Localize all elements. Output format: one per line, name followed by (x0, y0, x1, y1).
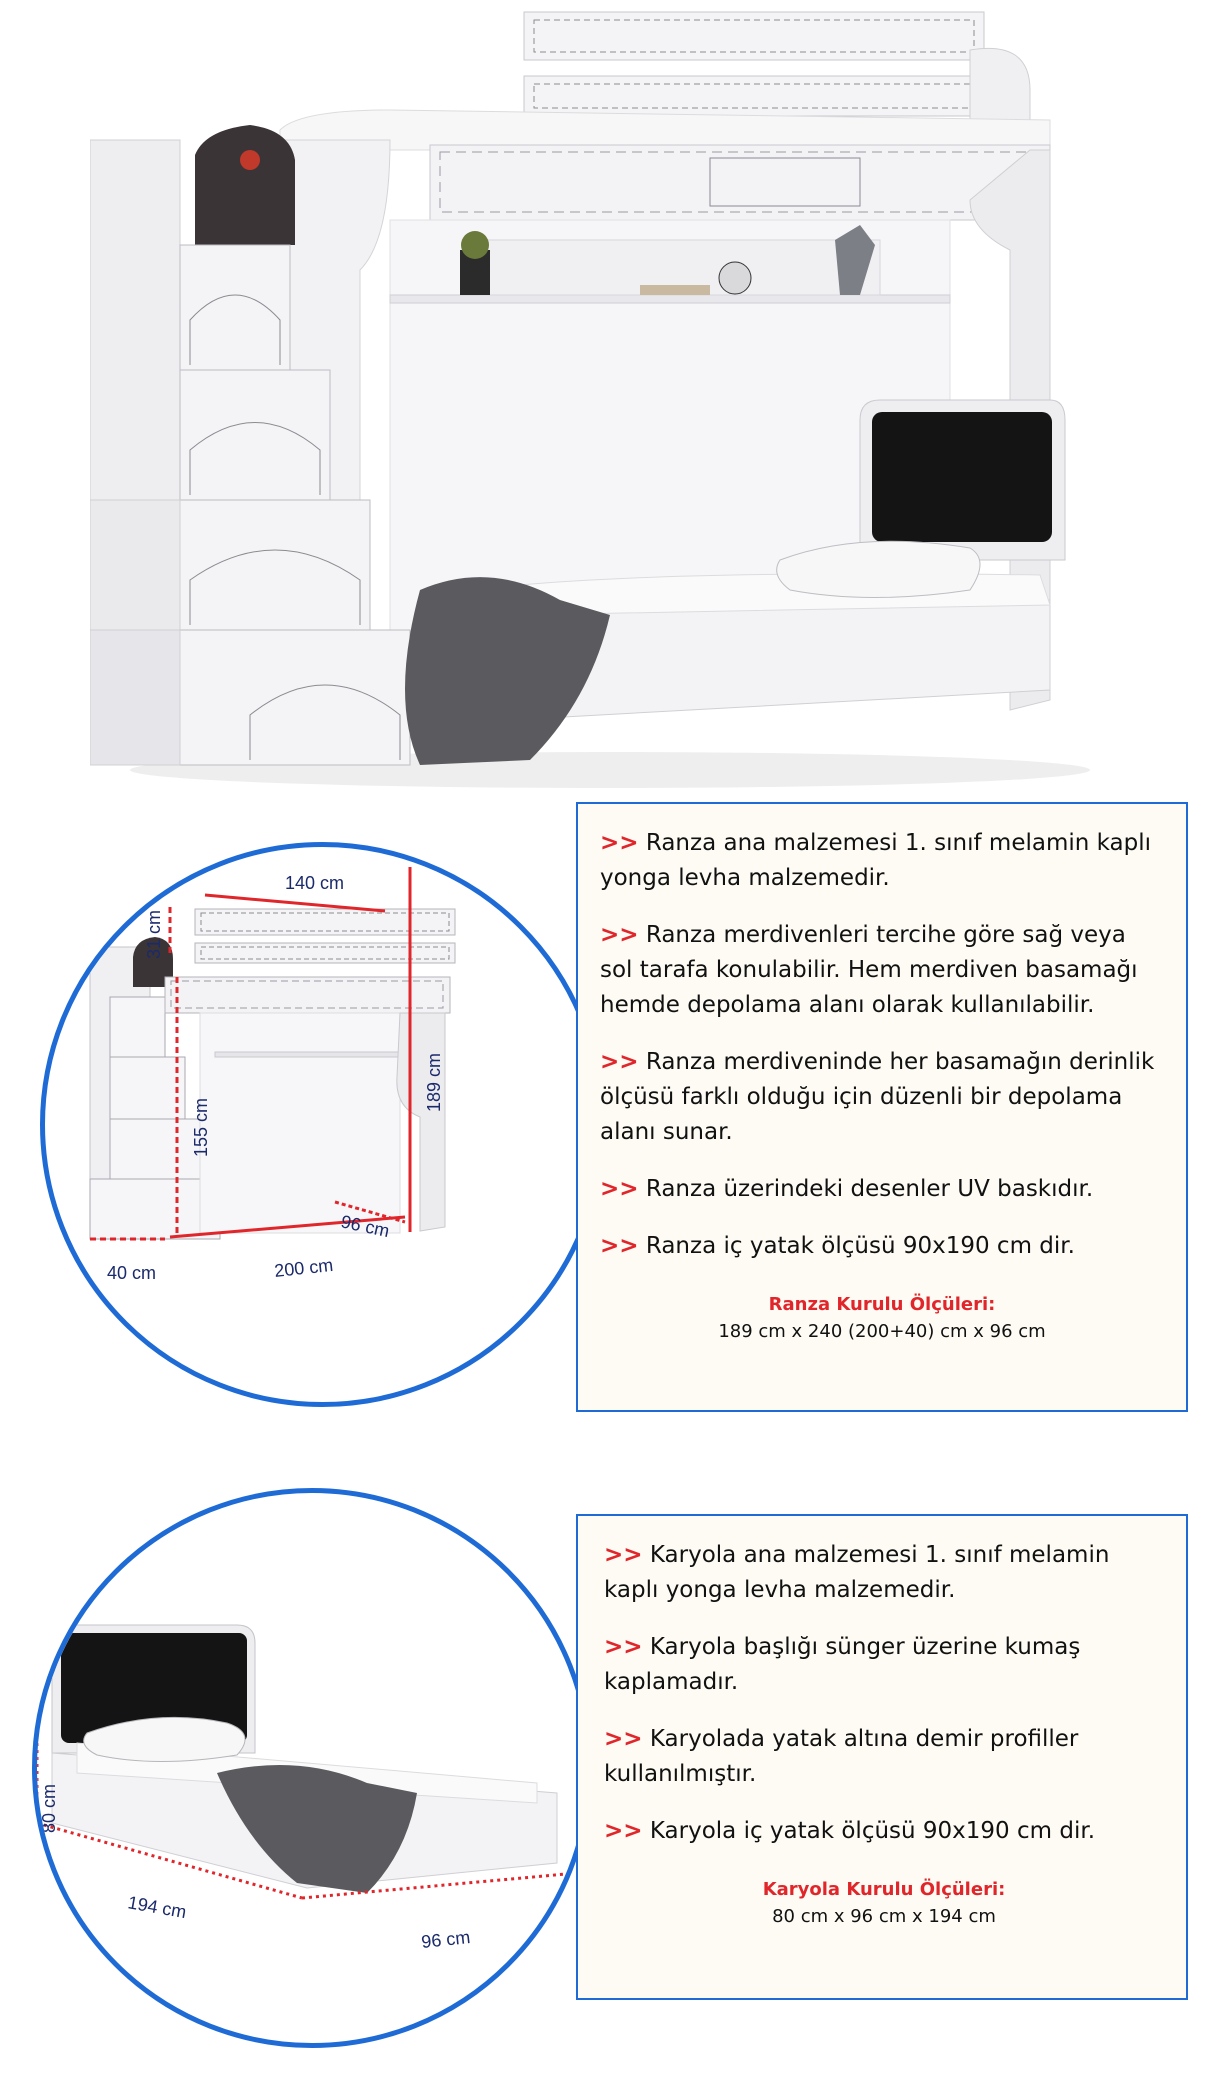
label-stair-depth: 40 cm (107, 1263, 157, 1283)
label-length: 200 cm (273, 1254, 335, 1281)
bunk-bed-bullet: >> Ranza merdivenleri tercihe göre sağ veya sol tarafa konulabilir. Hem merdiven basamağı hemde depolama alanı olarak kullanılabilir. (600, 922, 1138, 1018)
bunk-bed-photo (90, 0, 1090, 800)
single-bed-dims-value: 80 cm x 96 cm x 194 cm (772, 1906, 996, 1927)
single-bed-dimension-diagram (32, 1488, 592, 2048)
bunk-bed-bullet: >> Ranza iç yatak ölçüsü 90x190 cm dir. (600, 1233, 1075, 1259)
bunk-bed-info-box (576, 802, 1188, 1412)
bunk-bed-dimension-diagram (40, 842, 605, 1407)
label-rail-height: 31 cm (144, 909, 164, 959)
bunk-bed-bullet: >> Ranza merdiveninde her basamağın derinlik ölçüsü farklı olduğu için düzenli bir depolama alanı sunar. (600, 1049, 1155, 1145)
single-bed-bullet: >> Karyola başlığı sünger üzerine kumaş kaplamadır. (604, 1634, 1081, 1695)
single-bed-dims-title: Karyola Kurulu Ölçüleri: (762, 1879, 1006, 1900)
single-bed-bullet: >> Karyolada yatak altına demir profiller kullanılmıştır. (604, 1726, 1079, 1787)
label-length: 194 cm (126, 1892, 188, 1923)
bunk-bed-bullet: >> Ranza üzerindeki desenler UV baskıdır. (600, 1176, 1094, 1202)
bunk-bed-dims-value: 189 cm x 240 (200+40) cm x 96 cm (718, 1321, 1046, 1342)
label-total-height: 189 cm (424, 1052, 444, 1112)
bunk-bed-dims-title: Ranza Kurulu Ölçüleri: (768, 1294, 996, 1315)
single-bed-bullet: >> Karyola ana malzemesi 1. sınıf melamin kaplı yonga levha malzemedir. (604, 1542, 1110, 1603)
label-under-height: 155 cm (191, 1097, 211, 1157)
bunk-bed-bullet: >> Ranza ana malzemesi 1. sınıf melamin kaplı yonga levha malzemedir. (600, 830, 1152, 891)
label-height: 80 cm (39, 1783, 59, 1833)
label-depth: 96 cm (420, 1926, 472, 1952)
single-bed-bullet: >> Karyola iç yatak ölçüsü 90x190 cm dir. (604, 1818, 1096, 1844)
label-depth: 96 cm (339, 1211, 392, 1242)
single-bed-info-box (576, 1514, 1188, 2000)
label-top-width: 140 cm (285, 873, 345, 893)
